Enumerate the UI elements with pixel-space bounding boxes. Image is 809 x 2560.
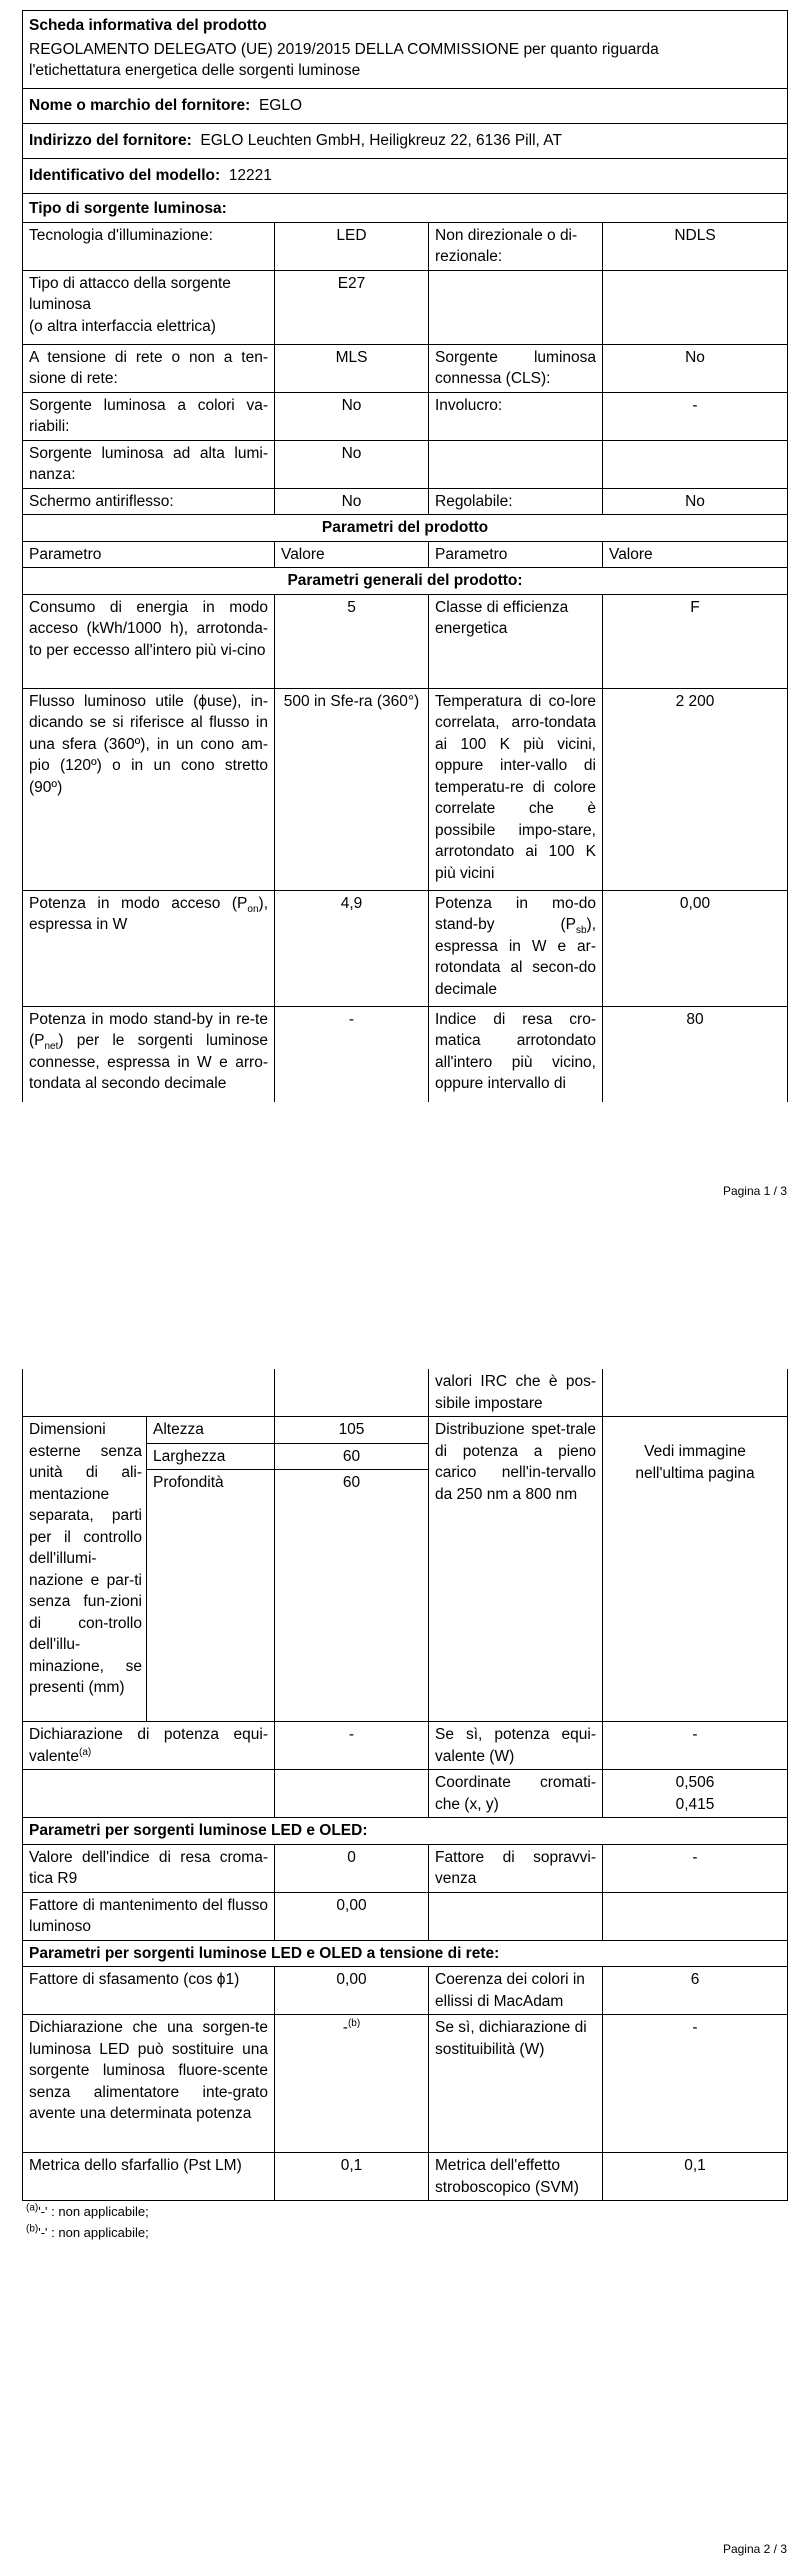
energy-consumption-value: 5 xyxy=(275,594,429,688)
on-mode-power-value: 4,9 xyxy=(275,890,429,1006)
sheet-table-page1 xyxy=(22,10,788,1102)
r9-value: 0 xyxy=(275,1844,429,1892)
spectral-distribution-value: Vedi immagine nell'ultima pagina xyxy=(603,1417,788,1722)
product-info-sheet-continued xyxy=(22,1369,787,2243)
standby-power-value: 0,00 xyxy=(603,890,788,1006)
empty-cell xyxy=(147,1496,275,1722)
page-number: Pagina 2 / 3 xyxy=(722,2542,787,2556)
led-oled-mains-parameters-heading: Parametri per sorgenti luminose LED e OLED a tensione di rete: xyxy=(23,1940,788,1967)
flicker-metric-value: 0,1 xyxy=(275,2153,429,2201)
product-info-sheet xyxy=(22,10,787,1102)
cri-label-part1: Indice di resa cro-matica arrotondato all'intero più vicino, oppure intervallo di xyxy=(429,1006,603,1102)
cap-type-label: Tipo di attacco della sorgente luminosa (o altra interfaccia elettrica) xyxy=(23,270,275,344)
high-luminance-label: Sorgente luminosa ad alta lumi-nanza: xyxy=(23,440,275,488)
replacement-claim-value: -$^{(b)}$ xyxy=(275,2015,429,2153)
model-id-row xyxy=(23,158,788,193)
dimmable-label: Regolabile: xyxy=(429,488,603,515)
empty-cell xyxy=(23,1770,275,1818)
energy-class-value: F xyxy=(603,594,788,688)
lighting-technology-label: Tecnologia d'illuminazione: xyxy=(23,222,275,270)
width-label: Larghezza xyxy=(147,1443,275,1470)
supplier-name-row xyxy=(23,88,788,123)
stroboscopic-metric-value: 0,1 xyxy=(603,2153,788,2201)
light-source-type-heading: Tipo di sorgente luminosa: xyxy=(23,193,788,222)
page-2 xyxy=(0,1280,809,2560)
empty-cell xyxy=(429,270,603,344)
anti-glare-label: Schermo antiriflesso: xyxy=(23,488,275,515)
equivalent-power-declaration-value: - xyxy=(275,1722,429,1770)
empty-cell xyxy=(603,270,788,344)
cct-value: 2 200 xyxy=(603,688,788,890)
lighting-technology-value: LED xyxy=(275,222,429,270)
directional-label: Non direzionale o di-rezionale: xyxy=(429,222,603,270)
lumen-maintenance-value: 0,00 xyxy=(275,1892,429,1940)
displacement-factor-label: Fattore di sfasamento (cos ϕ1) xyxy=(23,1967,275,2015)
empty-cell xyxy=(603,1892,788,1940)
depth-label: Profondità xyxy=(147,1470,275,1496)
page-title: Scheda informativa del prodotto xyxy=(23,11,788,39)
connected-value: No xyxy=(603,344,788,392)
mains-value: MLS xyxy=(275,344,429,392)
depth-value: 60 xyxy=(275,1470,429,1496)
supplier-address-row xyxy=(23,123,788,158)
dimensions-label: Dimensioni esterne senza unità di ali-mentazione separata, parti per il controllo dell'illumi-nazione e par-ti senza fun-zioni di con-trollo dell'illu-minazione, se presenti (mm) xyxy=(23,1417,147,1722)
model-id-label: Identificativo del modello: xyxy=(29,166,221,184)
envelope-label: Involucro: xyxy=(429,392,603,440)
height-label: Altezza xyxy=(147,1417,275,1444)
empty-cell xyxy=(429,1892,603,1940)
replacement-declaration-value: - xyxy=(603,2015,788,2153)
supplier-address-label: Indirizzo del fornitore: xyxy=(29,131,192,149)
footnote-b: $^{(b)}$'-' : non applicabile; xyxy=(26,2223,149,2240)
envelope-value: - xyxy=(603,392,788,440)
model-id-value: 12221 xyxy=(228,166,272,184)
cct-label: Temperatura di co-lore correlata, arro-tondata ai 100 K più vicini, oppure inter-vallo di temperatu-re di colore correlate che è possibile impo-stare, arrotondato ai 100 K più vicini xyxy=(429,688,603,890)
macadam-label: Coerenza dei colori in ellissi di MacAdam xyxy=(429,1967,603,2015)
networked-standby-value: - xyxy=(275,1006,429,1102)
equivalent-power-declaration-label: Dichiarazione di potenza equi-valente$^{(a)}$ xyxy=(23,1722,275,1770)
energy-consumption-label: Consumo di energia in modo acceso (kWh/1000 h), arrotonda-to per eccesso all'intero più vi-cino xyxy=(23,594,275,688)
height-value: 105 xyxy=(275,1417,429,1444)
supplier-name-label: Nome o marchio del fornitore: xyxy=(29,96,251,114)
directional-value: NDLS xyxy=(603,222,788,270)
general-parameters-heading: Parametri generali del prodotto: xyxy=(23,568,788,595)
column-header-parameter: Parametro xyxy=(429,541,603,568)
chromaticity-label: Coordinate cromati-che (x, y) xyxy=(429,1770,603,1818)
survival-factor-label: Fattore di sopravvi-venza xyxy=(429,1844,603,1892)
r9-label: Valore dell'indice di resa croma-tica R9 xyxy=(23,1844,275,1892)
useful-flux-label: Flusso luminoso utile (ϕuse), in-dicando se si riferisce al flusso in una sfera (360º), in un cono am-pio (120º) o in un cono stretto (90º) xyxy=(23,688,275,890)
colour-tuneable-label: Sorgente luminosa a colori va-riabili: xyxy=(23,392,275,440)
empty-cell xyxy=(429,440,603,488)
colour-tuneable-value: No xyxy=(275,392,429,440)
flicker-metric-label: Metrica dello sfarfallio (Pst LM) xyxy=(23,2153,275,2201)
spectral-distribution-label: Distribuzione spet-trale di potenza a pieno carico nell'in-tervallo da 250 nm a 800 nm xyxy=(429,1417,603,1722)
supplier-name-value: EGLO xyxy=(258,96,303,114)
empty-cell xyxy=(275,1770,429,1818)
stroboscopic-metric-label: Metrica dell'effetto stroboscopico (SVM) xyxy=(429,2153,603,2201)
on-mode-power-label: Potenza in modo acceso $(P_{on})$, espressa in W xyxy=(23,890,275,1006)
footnote-a: $^{(a)}$'-' : non applicabile; xyxy=(26,2202,149,2219)
page-number: Pagina 1 / 3 xyxy=(722,1184,787,1198)
column-header-value: Valore xyxy=(603,541,788,568)
high-luminance-value: No xyxy=(275,440,429,488)
standby-power-label: Potenza in mo-do stand-by $(P_{sb})$, espressa in W e ar-rotondata al secon-do decimale xyxy=(429,890,603,1006)
empty-cell xyxy=(275,1369,429,1417)
replacement-claim-label: Dichiarazione che una sorgen-te luminosa LED può sostituire una sorgente luminosa fluore-scente senza alimentatore inte-grato avente una determinata potenza xyxy=(23,2015,275,2153)
connected-label: Sorgente luminosa connessa (CLS): xyxy=(429,344,603,392)
anti-glare-value: No xyxy=(275,488,429,515)
cap-type-value: E27 xyxy=(275,270,429,344)
useful-flux-value: 500 in Sfe-ra (360°) xyxy=(275,688,429,890)
column-header-parameter: Parametro xyxy=(23,541,275,568)
footnotes xyxy=(22,2201,787,2243)
sheet-table-page2 xyxy=(22,1369,788,2201)
dimmable-value: No xyxy=(603,488,788,515)
chromaticity-value: 0,506 0,415 xyxy=(603,1770,788,1818)
width-value: 60 xyxy=(275,1443,429,1470)
column-header-value: Valore xyxy=(275,541,429,568)
empty-cell xyxy=(603,1369,788,1417)
regulation-reference: REGOLAMENTO DELEGATO (UE) 2019/2015 DELLA COMMISSIONE per quanto riguarda l'etichettatura energetica delle sorgenti luminose xyxy=(23,39,788,89)
networked-standby-label: Potenza in modo stand-by in re-te $(P_{net})$ per le sorgenti luminose connesse, espressa in W e arro-tondata al secondo decimale xyxy=(23,1006,275,1102)
energy-class-label: Classe di efficienza energetica xyxy=(429,594,603,688)
equivalent-power-label: Se sì, potenza equi-valente (W) xyxy=(429,1722,603,1770)
replacement-declaration-label: Se sì, dichiarazione di sostituibilità (W) xyxy=(429,2015,603,2153)
supplier-address-value: EGLO Leuchten GmbH, Heiligkreuz 22, 6136 Pill, AT xyxy=(200,131,562,149)
mains-label: A tensione di rete o non a ten-sione di rete: xyxy=(23,344,275,392)
empty-cell xyxy=(603,440,788,488)
led-oled-parameters-heading: Parametri per sorgenti luminose LED e OLED: xyxy=(23,1818,788,1845)
equivalent-power-value: - xyxy=(603,1722,788,1770)
cri-value: 80 xyxy=(603,1006,788,1102)
product-parameters-heading: Parametri del prodotto xyxy=(23,515,788,542)
empty-cell xyxy=(23,1369,275,1417)
empty-cell xyxy=(275,1496,429,1722)
macadam-value: 6 xyxy=(603,1967,788,2015)
displacement-factor-value: 0,00 xyxy=(275,1967,429,2015)
cri-label-part2: valori IRC che è pos-sibile impostare xyxy=(429,1369,603,1417)
survival-factor-value: - xyxy=(603,1844,788,1892)
lumen-maintenance-label: Fattore di mantenimento del flusso luminoso xyxy=(23,1892,275,1940)
